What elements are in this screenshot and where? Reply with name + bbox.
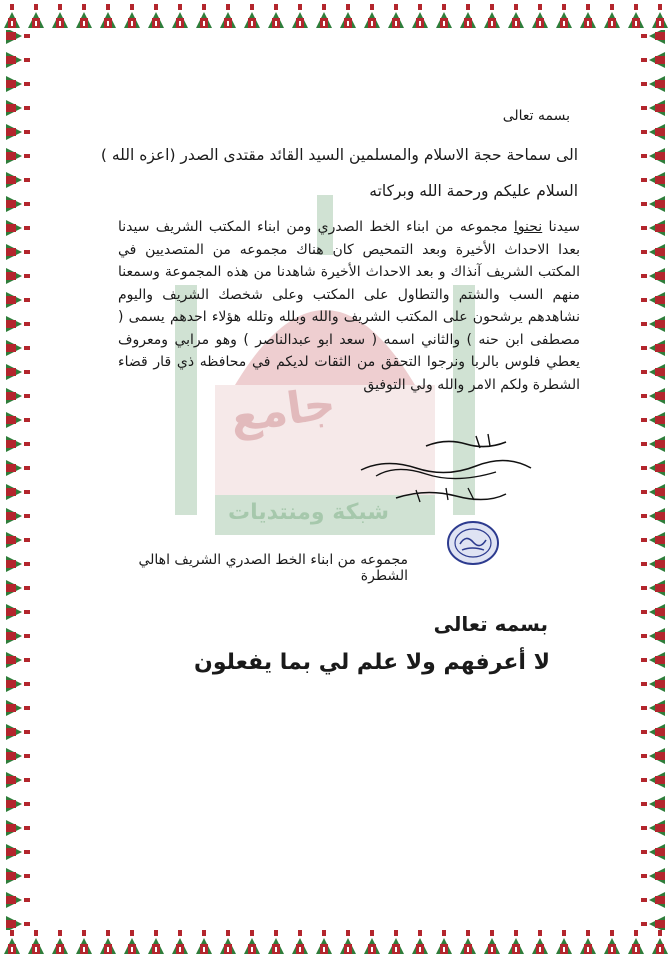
reply-basmala: بسمه تعالى — [433, 612, 548, 636]
body-text: مجموعه من ابناء الخط الصدري ومن ابناء المكتب الشريف سيدنا بعدا الاحداث الأخيرة وبعد التمحيص كان هناك مجموعه من المتصديين في المكتب الشريف آنذاك و بعد الاحداث الأخيرة شاهدنا من هذه المجموعة وسمعنا منهم السب والشتم والتطاول على المكتب وعلى شخصك الشريف واليوم نشاهدهم يرشحون على المكتب الشريف والله وبلله وتلله هؤلاء احدهم يسمى ( مصطفى ابن حنه ) والثاني اسمه ( سعد ابو عبدالناصر ) وهو مرابي ومعروف يعطي فلوس بالربا ونرجوا التحقق من الثقات لديكم في محافظه ذي قار قضاء الشطرة ولكم الامر والله ولي التوفيق — [118, 219, 580, 393]
letter-addressee: الى سماحة حجة الاسلام والمسلمين السيد القائد مقتدى الصدر (اعزه الله ) — [100, 146, 578, 164]
ornament-border-right — [637, 0, 671, 960]
body-underlined-word: نحنوا — [513, 219, 543, 235]
reply-text: لا أعرفهم ولا علم لي بما يفعلون — [194, 650, 550, 675]
letter-greeting: السلام عليكم ورحمة الله وبركاته — [369, 182, 578, 200]
ornament-border-bottom — [0, 926, 671, 960]
body-prefix: سيدنا — [548, 219, 581, 235]
ornament-border-left — [0, 0, 34, 960]
ornament-border-top — [0, 0, 671, 34]
watermark-text-main: جامع — [226, 377, 339, 444]
watermark-text-sub: شبكة ومنتديات — [228, 500, 390, 525]
handwritten-signature — [356, 428, 536, 510]
official-stamp — [446, 520, 500, 566]
letter-signature-line: مجموعه من ابناء الخط الصدري الشريف اهالي الشطرة — [138, 552, 408, 584]
letter-basmala: بسمه تعالى — [502, 108, 570, 124]
letter-body — [118, 216, 580, 396]
